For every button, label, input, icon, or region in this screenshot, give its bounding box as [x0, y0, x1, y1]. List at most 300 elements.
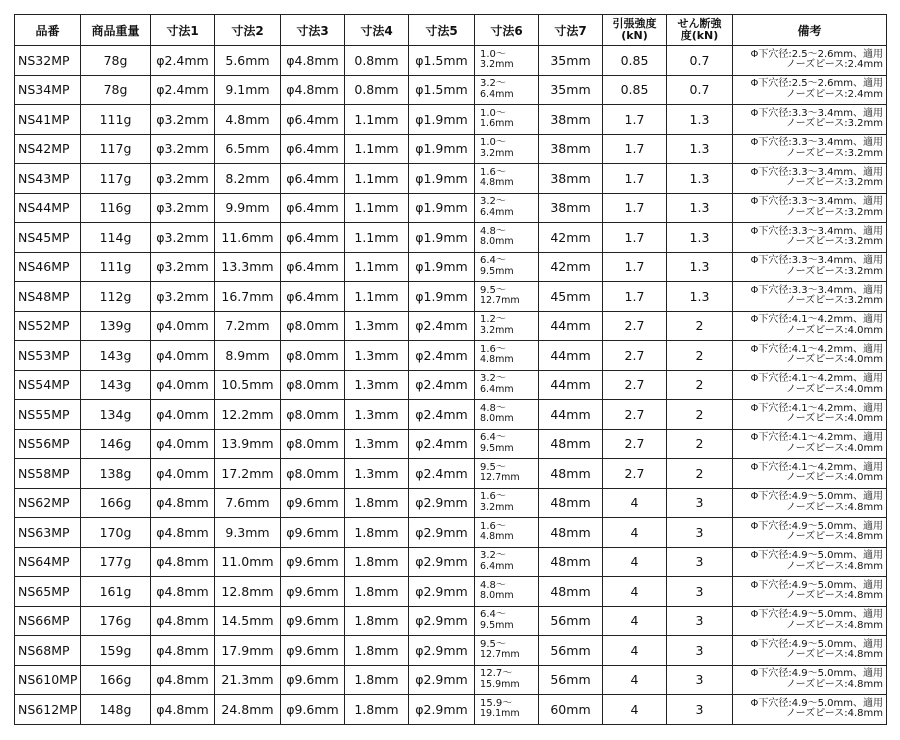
cell-remarks-line: Φ下穴径:3.3～3.4mm、適用 — [750, 225, 883, 237]
cell-shear: 3 — [667, 577, 733, 607]
cell-dim5: φ2.9mm — [409, 665, 475, 695]
cell-dim6 — [475, 429, 539, 459]
cell-dim3: φ8.0mm — [281, 311, 345, 341]
cell-tensile: 1.7 — [603, 282, 667, 312]
header-remarks: 備考 — [733, 15, 887, 46]
cell-dim2: 13.9mm — [215, 429, 281, 459]
cell-dim6 — [475, 400, 539, 430]
cell-tensile: 4 — [603, 695, 667, 725]
cell-dim3: φ4.8mm — [281, 46, 345, 76]
cell-dim7: 38mm — [539, 134, 603, 164]
cell-dim4: 1.1mm — [345, 105, 409, 135]
cell-remarks-line: ノーズピース:3.2mm — [785, 206, 883, 218]
cell-dim2: 9.3mm — [215, 518, 281, 548]
table-body — [15, 46, 887, 725]
cell-tensile: 1.7 — [603, 105, 667, 135]
cell-dim7: 35mm — [539, 75, 603, 105]
cell-dim5: φ2.9mm — [409, 547, 475, 577]
cell-part-number: NS66MP — [15, 606, 81, 636]
cell-dim3: φ8.0mm — [281, 370, 345, 400]
cell-dim6-line: 1.6～ — [480, 520, 506, 532]
cell-remarks-line: Φ下穴径:4.1～4.2mm、適用 — [750, 461, 883, 473]
cell-tensile: 1.7 — [603, 164, 667, 194]
cell-part-number: NS43MP — [15, 164, 81, 194]
cell-dim6 — [475, 665, 539, 695]
cell-dim7: 38mm — [539, 105, 603, 135]
cell-dim7: 48mm — [539, 577, 603, 607]
header-dim1: 寸法1 — [151, 15, 215, 46]
cell-dim1: φ4.8mm — [151, 636, 215, 666]
cell-weight: 114g — [81, 223, 151, 253]
header-dim2: 寸法2 — [215, 15, 281, 46]
cell-dim4: 1.1mm — [345, 134, 409, 164]
cell-part-number: NS48MP — [15, 282, 81, 312]
cell-dim6-line: 9.5mm — [480, 619, 514, 631]
cell-dim6-line: 1.6mm — [480, 118, 514, 130]
cell-tensile: 1.7 — [603, 223, 667, 253]
cell-dim1: φ3.2mm — [151, 252, 215, 282]
cell-weight: 146g — [81, 429, 151, 459]
cell-dim4: 1.8mm — [345, 547, 409, 577]
cell-dim4: 1.3mm — [345, 429, 409, 459]
cell-remarks-line: Φ下穴径:2.5～2.6mm、適用 — [750, 78, 883, 90]
cell-dim3: φ9.6mm — [281, 665, 345, 695]
cell-dim4: 1.1mm — [345, 193, 409, 223]
cell-dim6-line: 1.0～ — [480, 107, 506, 119]
cell-dim6-line: 12.7mm — [480, 295, 520, 307]
cell-dim7: 48mm — [539, 518, 603, 548]
cell-remarks — [733, 105, 887, 135]
cell-dim6-line: 8.0mm — [480, 236, 514, 248]
cell-tensile: 2.7 — [603, 311, 667, 341]
cell-dim6-line: 1.6～ — [480, 343, 506, 355]
header-shear-text: せん断強 度(kN) — [677, 17, 722, 42]
cell-shear: 3 — [667, 547, 733, 577]
cell-part-number: NS54MP — [15, 370, 81, 400]
cell-dim7: 38mm — [539, 164, 603, 194]
cell-remarks-line: ノーズピース:4.0mm — [785, 324, 883, 336]
cell-remarks-line: ノーズピース:4.0mm — [785, 413, 883, 425]
table-row — [15, 282, 887, 312]
cell-dim1: φ4.0mm — [151, 341, 215, 371]
cell-remarks — [733, 75, 887, 105]
header-row — [15, 15, 887, 46]
cell-remarks-line: Φ下穴径:3.3～3.4mm、適用 — [750, 255, 883, 267]
spec-table — [14, 14, 887, 725]
cell-dim1: φ4.0mm — [151, 400, 215, 430]
cell-dim6-line: 1.6～ — [480, 166, 506, 178]
cell-dim5: φ2.9mm — [409, 518, 475, 548]
cell-shear: 1.3 — [667, 223, 733, 253]
table-row — [15, 311, 887, 341]
header-dim6: 寸法6 — [475, 15, 539, 46]
cell-weight: 170g — [81, 518, 151, 548]
cell-dim4: 1.8mm — [345, 488, 409, 518]
table-row — [15, 606, 887, 636]
cell-dim1: φ3.2mm — [151, 164, 215, 194]
cell-dim2: 11.0mm — [215, 547, 281, 577]
cell-dim7: 48mm — [539, 488, 603, 518]
header-dim7: 寸法7 — [539, 15, 603, 46]
cell-dim3: φ4.8mm — [281, 75, 345, 105]
cell-shear: 1.3 — [667, 164, 733, 194]
cell-tensile: 2.7 — [603, 429, 667, 459]
cell-dim3: φ8.0mm — [281, 459, 345, 489]
cell-part-number: NS64MP — [15, 547, 81, 577]
table-row — [15, 429, 887, 459]
cell-dim4: 1.1mm — [345, 252, 409, 282]
table-row — [15, 518, 887, 548]
cell-weight: 138g — [81, 459, 151, 489]
cell-dim1: φ4.0mm — [151, 429, 215, 459]
table-row — [15, 636, 887, 666]
cell-part-number: NS612MP — [15, 695, 81, 725]
cell-remarks-line: ノーズピース:4.0mm — [785, 472, 883, 484]
cell-dim6 — [475, 193, 539, 223]
cell-dim3: φ9.6mm — [281, 695, 345, 725]
cell-part-number: NS62MP — [15, 488, 81, 518]
cell-dim6 — [475, 282, 539, 312]
cell-dim7: 42mm — [539, 223, 603, 253]
table-row — [15, 577, 887, 607]
cell-dim6 — [475, 459, 539, 489]
cell-dim3: φ6.4mm — [281, 134, 345, 164]
cell-remarks-line: Φ下穴径:4.9～5.0mm、適用 — [750, 638, 883, 650]
cell-dim4: 1.1mm — [345, 223, 409, 253]
cell-remarks — [733, 164, 887, 194]
cell-dim7: 56mm — [539, 636, 603, 666]
cell-dim1: φ2.4mm — [151, 75, 215, 105]
cell-dim6-line: 9.5mm — [480, 442, 514, 454]
cell-remarks-line: ノーズピース:4.0mm — [785, 383, 883, 395]
cell-dim2: 24.8mm — [215, 695, 281, 725]
cell-dim5: φ1.9mm — [409, 105, 475, 135]
cell-tensile: 4 — [603, 577, 667, 607]
cell-dim6-line: 15.9mm — [480, 678, 520, 690]
cell-dim6 — [475, 105, 539, 135]
cell-weight: 78g — [81, 46, 151, 76]
cell-part-number: NS41MP — [15, 105, 81, 135]
cell-dim3: φ8.0mm — [281, 341, 345, 371]
cell-dim5: φ2.9mm — [409, 606, 475, 636]
cell-dim1: φ3.2mm — [151, 193, 215, 223]
cell-weight: 161g — [81, 577, 151, 607]
cell-dim4: 1.3mm — [345, 459, 409, 489]
cell-dim6-line: 3.2mm — [480, 147, 514, 159]
cell-dim6-line: 3.2～ — [480, 196, 506, 208]
cell-shear: 2 — [667, 459, 733, 489]
cell-remarks-line: Φ下穴径:4.9～5.0mm、適用 — [750, 697, 883, 709]
cell-dim1: φ4.0mm — [151, 311, 215, 341]
cell-dim1: φ4.8mm — [151, 665, 215, 695]
header-tensile-text: 引張強度 (kN) — [612, 17, 657, 42]
table-row — [15, 695, 887, 725]
cell-remarks-line: ノーズピース:3.2mm — [785, 265, 883, 277]
cell-dim4: 1.8mm — [345, 636, 409, 666]
cell-dim5: φ2.4mm — [409, 459, 475, 489]
cell-dim4: 1.3mm — [345, 400, 409, 430]
cell-tensile: 2.7 — [603, 341, 667, 371]
table-row — [15, 488, 887, 518]
cell-dim6-line: 19.1mm — [480, 708, 520, 720]
cell-shear: 3 — [667, 636, 733, 666]
cell-remarks — [733, 46, 887, 76]
cell-remarks — [733, 193, 887, 223]
cell-shear: 1.3 — [667, 105, 733, 135]
cell-tensile: 0.85 — [603, 75, 667, 105]
cell-dim7: 60mm — [539, 695, 603, 725]
cell-tensile: 0.85 — [603, 46, 667, 76]
cell-dim2: 7.6mm — [215, 488, 281, 518]
cell-remarks-line: ノーズピース:3.2mm — [785, 118, 883, 130]
cell-dim5: φ1.5mm — [409, 75, 475, 105]
cell-remarks-line: Φ下穴径:4.1～4.2mm、適用 — [750, 343, 883, 355]
cell-dim6-line: 6.4mm — [480, 206, 514, 218]
cell-dim6-line: 6.4～ — [480, 255, 506, 267]
cell-remarks — [733, 606, 887, 636]
cell-remarks-line: Φ下穴径:4.9～5.0mm、適用 — [750, 579, 883, 591]
cell-remarks — [733, 400, 887, 430]
cell-dim4: 0.8mm — [345, 75, 409, 105]
cell-dim6 — [475, 577, 539, 607]
cell-dim5: φ2.4mm — [409, 311, 475, 341]
header-shear-strength — [667, 15, 733, 46]
cell-dim1: φ4.0mm — [151, 459, 215, 489]
cell-dim7: 56mm — [539, 665, 603, 695]
cell-remarks-line: ノーズピース:3.2mm — [785, 177, 883, 189]
cell-dim4: 1.3mm — [345, 311, 409, 341]
cell-tensile: 4 — [603, 518, 667, 548]
cell-remarks — [733, 341, 887, 371]
cell-dim6-line: 1.0～ — [480, 48, 506, 60]
cell-dim4: 1.8mm — [345, 695, 409, 725]
cell-weight: 143g — [81, 370, 151, 400]
cell-dim2: 7.2mm — [215, 311, 281, 341]
cell-dim1: φ4.0mm — [151, 370, 215, 400]
cell-remarks — [733, 429, 887, 459]
cell-remarks-line: Φ下穴径:3.3～3.4mm、適用 — [750, 166, 883, 178]
cell-dim2: 12.8mm — [215, 577, 281, 607]
header-dim4: 寸法4 — [345, 15, 409, 46]
cell-remarks-line: Φ下穴径:4.9～5.0mm、適用 — [750, 609, 883, 621]
cell-shear: 3 — [667, 518, 733, 548]
cell-tensile: 1.7 — [603, 193, 667, 223]
cell-dim2: 14.5mm — [215, 606, 281, 636]
cell-part-number: NS58MP — [15, 459, 81, 489]
cell-remarks — [733, 518, 887, 548]
cell-dim5: φ2.4mm — [409, 341, 475, 371]
cell-dim5: φ1.9mm — [409, 252, 475, 282]
cell-shear: 0.7 — [667, 75, 733, 105]
cell-shear: 3 — [667, 665, 733, 695]
cell-part-number: NS63MP — [15, 518, 81, 548]
cell-dim7: 38mm — [539, 193, 603, 223]
cell-dim6 — [475, 75, 539, 105]
cell-shear: 0.7 — [667, 46, 733, 76]
cell-shear: 2 — [667, 370, 733, 400]
cell-remarks-line: ノーズピース:4.0mm — [785, 442, 883, 454]
cell-weight: 176g — [81, 606, 151, 636]
cell-weight: 117g — [81, 164, 151, 194]
cell-part-number: NS52MP — [15, 311, 81, 341]
cell-dim6-line: 6.4mm — [480, 88, 514, 100]
cell-dim3: φ9.6mm — [281, 547, 345, 577]
cell-dim2: 9.1mm — [215, 75, 281, 105]
cell-dim4: 1.1mm — [345, 282, 409, 312]
cell-shear: 3 — [667, 695, 733, 725]
cell-dim5: φ2.4mm — [409, 429, 475, 459]
cell-dim2: 5.6mm — [215, 46, 281, 76]
cell-dim6-line: 9.5mm — [480, 265, 514, 277]
cell-shear: 1.3 — [667, 193, 733, 223]
cell-dim1: φ4.8mm — [151, 518, 215, 548]
cell-dim6-line: 4.8mm — [480, 354, 514, 366]
table-row — [15, 665, 887, 695]
cell-shear: 3 — [667, 606, 733, 636]
cell-remarks-line: ノーズピース:4.8mm — [785, 708, 883, 720]
cell-dim2: 8.9mm — [215, 341, 281, 371]
cell-part-number: NS53MP — [15, 341, 81, 371]
cell-dim5: φ1.9mm — [409, 282, 475, 312]
cell-remarks — [733, 252, 887, 282]
cell-weight: 139g — [81, 311, 151, 341]
cell-dim7: 48mm — [539, 459, 603, 489]
cell-dim5: φ1.9mm — [409, 223, 475, 253]
cell-shear: 1.3 — [667, 282, 733, 312]
cell-remarks-line: Φ下穴径:4.9～5.0mm、適用 — [750, 550, 883, 562]
cell-weight: 177g — [81, 547, 151, 577]
cell-shear: 1.3 — [667, 134, 733, 164]
table-row — [15, 459, 887, 489]
cell-dim1: φ3.2mm — [151, 134, 215, 164]
table-row — [15, 341, 887, 371]
cell-dim6-line: 9.5～ — [480, 638, 506, 650]
cell-remarks-line: ノーズピース:4.8mm — [785, 560, 883, 572]
cell-dim4: 1.8mm — [345, 606, 409, 636]
cell-dim1: φ4.8mm — [151, 547, 215, 577]
cell-dim7: 44mm — [539, 400, 603, 430]
cell-remarks-line: Φ下穴径:3.3～3.4mm、適用 — [750, 196, 883, 208]
cell-remarks — [733, 282, 887, 312]
cell-remarks-line: Φ下穴径:4.1～4.2mm、適用 — [750, 402, 883, 414]
cell-remarks-line: ノーズピース:4.8mm — [785, 501, 883, 513]
cell-dim3: φ6.4mm — [281, 223, 345, 253]
cell-tensile: 4 — [603, 488, 667, 518]
cell-part-number: NS65MP — [15, 577, 81, 607]
cell-dim6-line: 1.6～ — [480, 491, 506, 503]
cell-dim2: 10.5mm — [215, 370, 281, 400]
cell-dim6-line: 9.5～ — [480, 284, 506, 296]
cell-dim6 — [475, 341, 539, 371]
cell-part-number: NS610MP — [15, 665, 81, 695]
cell-weight: 143g — [81, 341, 151, 371]
cell-dim5: φ1.9mm — [409, 164, 475, 194]
cell-dim1: φ3.2mm — [151, 223, 215, 253]
cell-dim3: φ9.6mm — [281, 488, 345, 518]
cell-dim6 — [475, 311, 539, 341]
table-row — [15, 164, 887, 194]
cell-dim6 — [475, 46, 539, 76]
cell-remarks-line: ノーズピース:4.8mm — [785, 531, 883, 543]
cell-dim5: φ2.4mm — [409, 400, 475, 430]
cell-tensile: 1.7 — [603, 252, 667, 282]
cell-dim2: 12.2mm — [215, 400, 281, 430]
cell-shear: 2 — [667, 429, 733, 459]
cell-remarks — [733, 488, 887, 518]
cell-dim2: 21.3mm — [215, 665, 281, 695]
cell-remarks — [733, 695, 887, 725]
cell-dim6 — [475, 547, 539, 577]
cell-dim4: 0.8mm — [345, 46, 409, 76]
cell-dim6-line: 3.2～ — [480, 550, 506, 562]
cell-dim3: φ9.6mm — [281, 518, 345, 548]
table-row — [15, 46, 887, 76]
cell-dim6 — [475, 223, 539, 253]
cell-dim7: 56mm — [539, 606, 603, 636]
cell-remarks — [733, 223, 887, 253]
cell-dim4: 1.8mm — [345, 518, 409, 548]
cell-dim6 — [475, 518, 539, 548]
cell-dim1: φ3.2mm — [151, 105, 215, 135]
cell-dim6-line: 6.4～ — [480, 432, 506, 444]
cell-dim1: φ4.8mm — [151, 606, 215, 636]
cell-dim2: 4.8mm — [215, 105, 281, 135]
cell-weight: 148g — [81, 695, 151, 725]
cell-tensile: 4 — [603, 547, 667, 577]
table-header — [15, 15, 887, 46]
cell-weight: 116g — [81, 193, 151, 223]
cell-remarks-line: Φ下穴径:3.3～3.4mm、適用 — [750, 284, 883, 296]
cell-dim6-line: 3.2mm — [480, 501, 514, 513]
cell-shear: 2 — [667, 400, 733, 430]
cell-remarks-line: Φ下穴径:4.1～4.2mm、適用 — [750, 314, 883, 326]
cell-dim6-line: 6.4mm — [480, 383, 514, 395]
cell-dim6-line: 6.4～ — [480, 609, 506, 621]
cell-dim7: 42mm — [539, 252, 603, 282]
cell-shear: 3 — [667, 488, 733, 518]
cell-remarks-line: ノーズピース:4.8mm — [785, 649, 883, 661]
cell-dim4: 1.3mm — [345, 341, 409, 371]
cell-dim7: 45mm — [539, 282, 603, 312]
table-row — [15, 370, 887, 400]
cell-dim6 — [475, 134, 539, 164]
cell-dim6-line: 3.2mm — [480, 59, 514, 71]
cell-weight: 117g — [81, 134, 151, 164]
cell-shear: 2 — [667, 311, 733, 341]
cell-dim5: φ2.9mm — [409, 636, 475, 666]
cell-weight: 112g — [81, 282, 151, 312]
cell-remarks-line: ノーズピース:4.8mm — [785, 678, 883, 690]
cell-dim2: 17.2mm — [215, 459, 281, 489]
cell-dim4: 1.3mm — [345, 370, 409, 400]
cell-remarks-line: Φ下穴径:4.9～5.0mm、適用 — [750, 668, 883, 680]
cell-dim6-line: 12.7mm — [480, 472, 520, 484]
cell-tensile: 4 — [603, 636, 667, 666]
cell-dim2: 9.9mm — [215, 193, 281, 223]
cell-dim5: φ1.9mm — [409, 193, 475, 223]
table-row — [15, 134, 887, 164]
cell-remarks-line: ノーズピース:3.2mm — [785, 147, 883, 159]
cell-remarks-line: ノーズピース:4.8mm — [785, 590, 883, 602]
table-row — [15, 400, 887, 430]
cell-dim1: φ3.2mm — [151, 282, 215, 312]
cell-part-number: NS32MP — [15, 46, 81, 76]
cell-dim7: 35mm — [539, 46, 603, 76]
cell-dim4: 1.8mm — [345, 665, 409, 695]
cell-dim4: 1.8mm — [345, 577, 409, 607]
cell-dim6 — [475, 164, 539, 194]
cell-dim5: φ2.9mm — [409, 577, 475, 607]
